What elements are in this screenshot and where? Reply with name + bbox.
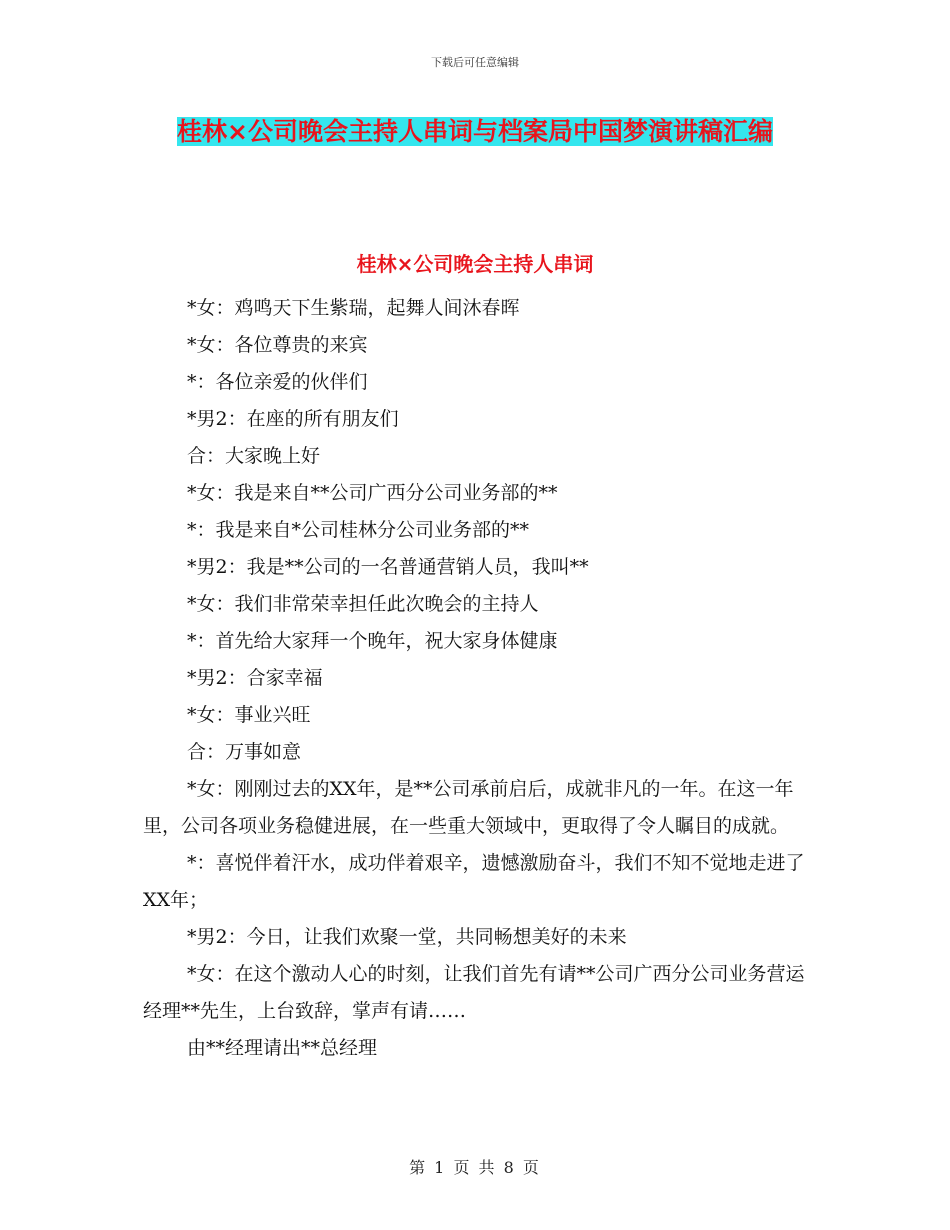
paragraph: *女：在这个激动人心的时刻，让我们首先有请**公司广西分公司业务营运经理**先生，上台致辞，掌声有请…… (143, 963, 805, 1022)
paragraph: *：各位亲爱的伙伴们 (187, 371, 368, 393)
paragraph: *：首先给大家拜一个晚年，祝大家身体健康 (187, 630, 558, 652)
paragraph: *女：各位尊贵的来宾 (187, 334, 368, 356)
paragraph: *：喜悦伴着汗水，成功伴着艰辛，遗憾激励奋斗，我们不知不觉地走进了XX年； (143, 852, 805, 911)
paragraph: *女：鸡鸣天下生紫瑞，起舞人间沐春晖 (187, 297, 520, 319)
paragraph: *女：我是来自**公司广西分公司业务部的** (187, 482, 558, 504)
paragraph: *男2：在座的所有朋友们 (187, 408, 399, 430)
section-title: 桂林×公司晚会主持人串词 (356, 252, 594, 276)
document-title-text: 桂林×公司晚会主持人串词与档案局中国梦演讲稿汇编 (177, 117, 773, 146)
paragraph: *女：刚刚过去的XX年，是**公司承前启后，成就非凡的一年。在这一年里，公司各项业务稳健进展，在一些重大领域中，更取得了令人瞩目的成就。 (143, 778, 794, 837)
paragraph: *男2：今日，让我们欢聚一堂，共同畅想美好的未来 (187, 926, 627, 948)
header-note: 下载后可任意编辑 (431, 56, 519, 69)
body-text (143, 290, 807, 1067)
paragraph: *男2：合家幸福 (187, 667, 323, 689)
paragraph: 由**经理请出**总经理 (187, 1037, 378, 1059)
paragraph: *女：事业兴旺 (187, 704, 311, 726)
paragraph: *男2：我是**公司的一名普通营销人员，我叫** (187, 556, 589, 578)
paragraph: 合：万事如意 (187, 741, 302, 763)
paragraph: *女：我们非常荣幸担任此次晚会的主持人 (187, 593, 539, 615)
paragraph: 合：大家晚上好 (187, 445, 321, 467)
page-footer: 第 1 页 共 8 页 (409, 1158, 541, 1177)
paragraph: *：我是来自*公司桂林分公司业务部的** (187, 519, 530, 541)
document-title (143, 110, 807, 153)
